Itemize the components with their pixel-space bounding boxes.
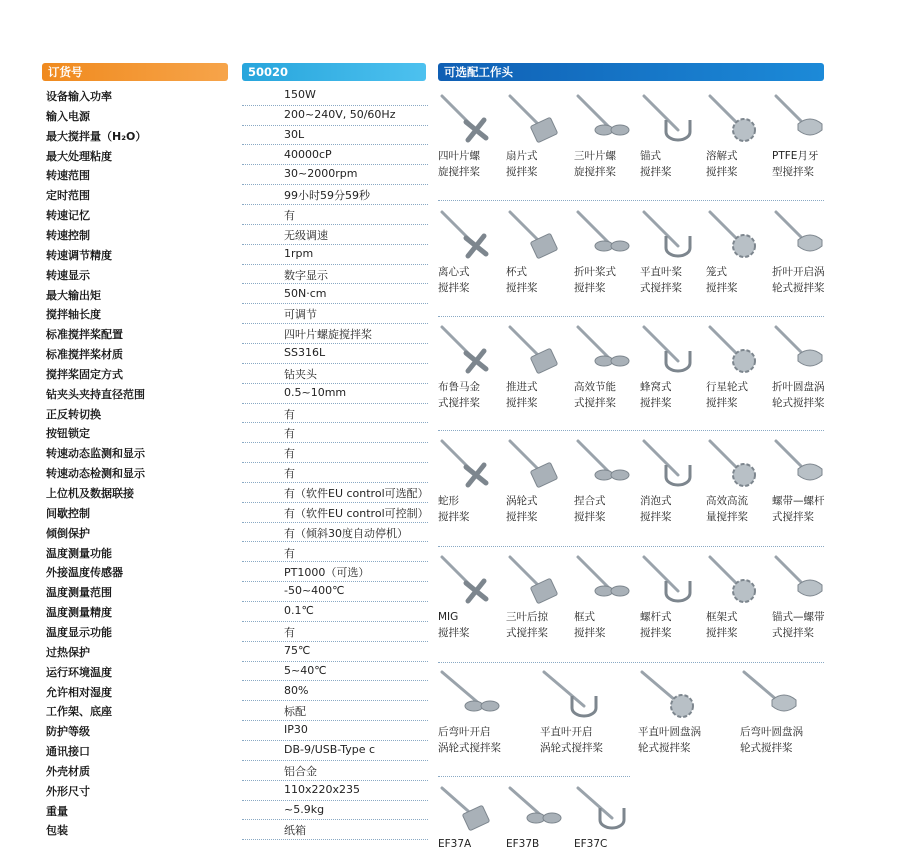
spec-label: 最大输出矩 bbox=[46, 288, 101, 302]
high-efficiency-icon bbox=[574, 323, 640, 379]
spec-value: 数字显示 bbox=[284, 268, 328, 282]
cup-icon bbox=[506, 208, 572, 264]
spec-row bbox=[42, 106, 428, 126]
spec-row bbox=[42, 761, 428, 781]
tool-row-divider bbox=[438, 662, 824, 663]
tool-card bbox=[706, 208, 772, 296]
tool-name-line2: 搅拌桨 bbox=[506, 166, 538, 178]
spec-value: DB-9/USB-Type c bbox=[284, 743, 376, 757]
tool-name-line2: 搅拌桨 bbox=[438, 511, 470, 523]
spec-label: 温度测量精度 bbox=[46, 606, 112, 620]
spec-label: 转速记忆 bbox=[46, 209, 90, 223]
tool-name-line1: 消泡式 bbox=[640, 495, 672, 507]
spec-value: -50~400℃ bbox=[284, 584, 345, 598]
tool-name-line2: 轮式搅拌桨 bbox=[772, 397, 825, 409]
spec-row bbox=[42, 602, 428, 622]
tool-card bbox=[574, 92, 640, 180]
serpentine-icon bbox=[438, 437, 504, 493]
dissolver-disc-icon bbox=[706, 92, 772, 148]
spec-row bbox=[42, 642, 428, 662]
spec-row bbox=[42, 820, 428, 840]
spec-row bbox=[42, 721, 428, 741]
spec-value: 钻夹头 bbox=[284, 367, 317, 381]
tool-card bbox=[506, 784, 572, 852]
spec-value: 99小时59分59秒 bbox=[284, 189, 370, 203]
tool-card bbox=[574, 323, 640, 411]
spec-label: 正反转切换 bbox=[46, 407, 101, 421]
spec-label: 输入电源 bbox=[46, 109, 90, 123]
tool-card bbox=[772, 437, 838, 525]
spec-value: 200~240V, 50/60Hz bbox=[284, 107, 396, 121]
tool-name-line2: 搅拌桨 bbox=[506, 511, 538, 523]
spec-row bbox=[42, 285, 428, 305]
spec-label: 转速调节精度 bbox=[46, 248, 112, 262]
spec-row bbox=[42, 543, 428, 563]
spec-label: 搅拌桨固定方式 bbox=[46, 367, 123, 381]
tool-card bbox=[706, 92, 772, 180]
model-header: 50020 bbox=[242, 63, 426, 81]
row-divider bbox=[242, 839, 428, 840]
tool-card bbox=[438, 437, 504, 525]
spec-label: 标准搅拌桨配置 bbox=[46, 328, 123, 342]
spec-label: 按钮锁定 bbox=[46, 427, 90, 441]
spec-label: 转速范围 bbox=[46, 169, 90, 183]
spec-row bbox=[42, 304, 428, 324]
tool-name-line1: 蛇形 bbox=[438, 495, 459, 507]
tool-name-line1: 行星轮式 bbox=[706, 381, 748, 393]
ef37c-head-icon bbox=[574, 784, 640, 836]
spec-row bbox=[42, 384, 428, 404]
tool-name-line1: 折叶开启涡 bbox=[772, 266, 825, 278]
three-blade-propeller-icon bbox=[574, 92, 640, 148]
centrifugal-icon bbox=[438, 208, 504, 264]
spec-value: 有（倾斜30度自动停机） bbox=[284, 526, 408, 540]
tool-name-line2: 搅拌桨 bbox=[640, 166, 672, 178]
tool-name-line2: 搅拌桨 bbox=[574, 511, 606, 523]
spec-row bbox=[42, 86, 428, 106]
spec-value: 50N·cm bbox=[284, 286, 327, 300]
tool-name-line1: EF37C bbox=[574, 838, 608, 850]
spec-label: 温度测量功能 bbox=[46, 546, 112, 560]
spec-label: 标准搅拌桨材质 bbox=[46, 348, 123, 362]
spec-row bbox=[42, 781, 428, 801]
tool-name-line2: 搅拌桨 bbox=[438, 282, 470, 294]
tool-name-line2: 轮式搅拌桨 bbox=[772, 282, 825, 294]
spec-value: ~5.9kg bbox=[284, 802, 325, 816]
tool-name-line2: 搅拌桨 bbox=[506, 282, 538, 294]
tool-name-line2: 搅拌桨 bbox=[706, 627, 738, 639]
spec-value: SS316L bbox=[284, 346, 326, 360]
spec-row bbox=[42, 146, 428, 166]
ptfe-crescent-icon bbox=[772, 92, 838, 148]
tool-card bbox=[772, 208, 838, 296]
turbine-icon bbox=[506, 437, 572, 493]
tool-card bbox=[438, 323, 504, 411]
spec-label: 定时范围 bbox=[46, 189, 90, 203]
tool-name-line2: 搅拌桨 bbox=[574, 627, 606, 639]
spec-value: 0.5~10mm bbox=[284, 385, 347, 399]
tool-name-line1: 锚式—螺带 bbox=[772, 611, 825, 623]
tool-row-divider bbox=[438, 316, 824, 317]
planetary-icon bbox=[706, 323, 772, 379]
tool-row-divider bbox=[438, 546, 824, 547]
spec-label: 过热保护 bbox=[46, 645, 90, 659]
tool-card bbox=[506, 92, 572, 180]
spec-row bbox=[42, 523, 428, 543]
spec-row bbox=[42, 682, 428, 702]
tool-card bbox=[706, 437, 772, 525]
spec-value: 150W bbox=[284, 88, 316, 101]
spec-label: 通讯接口 bbox=[46, 745, 90, 759]
spec-label: 钻夹头夹持直径范围 bbox=[46, 387, 145, 401]
tool-name-line2: 式搅拌桨 bbox=[506, 627, 548, 639]
pitched-disc-turbine-icon bbox=[772, 323, 838, 379]
order-no-header: 订货号 bbox=[42, 63, 228, 81]
tool-name-line1: 锚式 bbox=[640, 150, 661, 162]
tool-name-line1: 杯式 bbox=[506, 266, 527, 278]
spec-row bbox=[42, 463, 428, 483]
tool-name-line1: 笼式 bbox=[706, 266, 727, 278]
defoaming-icon bbox=[640, 437, 706, 493]
backward-curved-disc-turbine-icon bbox=[740, 668, 836, 724]
tool-name-line2: 搅拌桨 bbox=[706, 397, 738, 409]
tool-name-line2: 量搅拌桨 bbox=[706, 511, 748, 523]
tool-name-line1: 高效高流 bbox=[706, 495, 748, 507]
spec-label: 转速控制 bbox=[46, 228, 90, 242]
tool-card bbox=[772, 323, 838, 411]
tool-name-line1: PTFE月牙 bbox=[772, 150, 819, 162]
spec-row bbox=[42, 503, 428, 523]
frame-icon bbox=[574, 553, 640, 609]
mig-icon bbox=[438, 553, 504, 609]
tool-card bbox=[772, 553, 838, 641]
tool-name-line1: 四叶片螺 bbox=[438, 150, 480, 162]
tool-card bbox=[640, 208, 706, 296]
tool-card bbox=[638, 668, 734, 756]
spec-label: 间歇控制 bbox=[46, 506, 90, 520]
honeycomb-icon bbox=[640, 323, 706, 379]
spec-row bbox=[42, 662, 428, 682]
spec-label: 转速动态检测和显示 bbox=[46, 467, 145, 481]
spec-label: 重量 bbox=[46, 804, 68, 818]
spec-value: PT1000（可选） bbox=[284, 566, 370, 580]
tool-name-line1: 扇片式 bbox=[506, 150, 538, 162]
tool-name-line1: 高效节能 bbox=[574, 381, 616, 393]
propulsion-icon bbox=[506, 323, 572, 379]
spec-value: 有 bbox=[284, 427, 295, 441]
tool-name-line2: 式搅拌桨 bbox=[640, 282, 682, 294]
spec-label: 搅拌轴长度 bbox=[46, 308, 101, 322]
spec-row bbox=[42, 701, 428, 721]
spec-row bbox=[42, 324, 428, 344]
spec-value: 纸箱 bbox=[284, 824, 306, 838]
tool-card bbox=[640, 323, 706, 411]
spec-label: 转速显示 bbox=[46, 268, 90, 282]
ef37a-head-icon bbox=[438, 784, 504, 836]
straight-open-turbine-icon bbox=[540, 668, 636, 724]
tool-name-line1: 捏合式 bbox=[574, 495, 606, 507]
spec-value: 1rpm bbox=[284, 246, 314, 260]
tool-name-line1: 推进式 bbox=[506, 381, 538, 393]
backward-curved-open-turbine-icon bbox=[438, 668, 534, 724]
spec-row bbox=[42, 483, 428, 503]
spec-value: 0.1℃ bbox=[284, 604, 314, 618]
tool-card bbox=[438, 553, 504, 641]
ef37b-head-icon bbox=[506, 784, 572, 836]
swept-back-icon bbox=[506, 553, 572, 609]
spec-row bbox=[42, 582, 428, 602]
tool-name-line1: 螺带—螺杆 bbox=[772, 495, 825, 507]
straight-disc-turbine-icon bbox=[638, 668, 734, 724]
tool-name-line2: 旋搅拌桨 bbox=[574, 166, 616, 178]
spec-row bbox=[42, 185, 428, 205]
spec-value: 有 bbox=[284, 447, 295, 461]
spec-label: 包装 bbox=[46, 824, 68, 838]
spec-row bbox=[42, 801, 428, 821]
tool-card bbox=[506, 208, 572, 296]
spec-value: IP30 bbox=[284, 723, 308, 737]
tool-card bbox=[574, 208, 640, 296]
spec-label: 设备输入功率 bbox=[46, 90, 112, 103]
spec-label: 倾倒保护 bbox=[46, 526, 90, 540]
tool-row-divider bbox=[438, 200, 824, 201]
tool-card bbox=[706, 553, 772, 641]
spec-label: 外接温度传感器 bbox=[46, 566, 123, 580]
tool-name-line2: 式搅拌桨 bbox=[772, 511, 814, 523]
high-flow-icon bbox=[706, 437, 772, 493]
spec-row bbox=[42, 423, 428, 443]
tool-card bbox=[438, 784, 504, 852]
tool-name-line2: 搅拌桨 bbox=[706, 282, 738, 294]
tool-name-line1: 三叶后掠 bbox=[506, 611, 548, 623]
optional-heads-header: 可选配工作头 bbox=[438, 63, 824, 81]
tool-card bbox=[540, 668, 636, 756]
tool-card bbox=[574, 553, 640, 641]
tool-name-line1: 折叶圆盘涡 bbox=[772, 381, 825, 393]
tool-row-divider bbox=[438, 430, 824, 431]
brumagin-icon bbox=[438, 323, 504, 379]
tool-card bbox=[438, 668, 534, 756]
spec-label: 工作架、底座 bbox=[46, 705, 112, 719]
tool-card bbox=[640, 437, 706, 525]
tool-name-line1: 离心式 bbox=[438, 266, 470, 278]
spec-value: 有 bbox=[284, 625, 295, 639]
tool-name-line1: 后弯叶开启 bbox=[438, 726, 491, 738]
tool-name-line1: EF37B bbox=[506, 838, 540, 850]
spec-row bbox=[42, 245, 428, 265]
spec-label: 外壳材质 bbox=[46, 764, 90, 778]
spec-row bbox=[42, 741, 428, 761]
spec-row bbox=[42, 165, 428, 185]
spec-value: 有 bbox=[284, 209, 295, 223]
spec-label: 防护等级 bbox=[46, 725, 90, 739]
spec-value: 30~2000rpm bbox=[284, 167, 358, 181]
tool-name-line1: 平直叶圆盘涡 bbox=[638, 726, 701, 738]
spec-label: 上位机及数据联接 bbox=[46, 487, 134, 500]
tool-card bbox=[706, 323, 772, 411]
spec-value: 四叶片螺旋搅拌桨 bbox=[284, 328, 372, 342]
anchor-ribbon-icon bbox=[772, 553, 838, 609]
spec-label: 最大处理粘度 bbox=[46, 149, 112, 163]
spec-value: 可调节 bbox=[284, 308, 317, 322]
tool-card bbox=[506, 437, 572, 525]
spec-value: 无级调速 bbox=[284, 228, 328, 242]
tool-name-line2: 涡轮式搅拌桨 bbox=[540, 742, 603, 754]
tool-name-line1: 溶解式 bbox=[706, 150, 738, 162]
spec-value: 80% bbox=[284, 683, 309, 697]
tool-name-line1: 平直叶桨 bbox=[640, 266, 682, 278]
flat-blade-icon bbox=[640, 208, 706, 264]
tool-name-line2: 轮式搅拌桨 bbox=[740, 742, 793, 754]
spec-value: 有（软件EU control可控制） bbox=[284, 506, 429, 520]
spec-label: 运行环境温度 bbox=[46, 665, 112, 679]
tool-name-line1: 螺杆式 bbox=[640, 611, 672, 623]
tool-name-line2: 旋搅拌桨 bbox=[438, 166, 480, 178]
spec-row bbox=[42, 364, 428, 384]
spec-value: 110x220x235 bbox=[284, 782, 361, 796]
tool-card bbox=[438, 208, 504, 296]
tool-name-line1: 布鲁马金 bbox=[438, 381, 480, 393]
spec-row bbox=[42, 443, 428, 463]
spec-row bbox=[42, 126, 428, 146]
tool-name-line2: 式搅拌桨 bbox=[574, 397, 616, 409]
tool-name-line2: 搅拌桨 bbox=[640, 511, 672, 523]
spec-label: 最大搅拌量（H₂O） bbox=[46, 129, 147, 143]
tool-name-line1: 蜂窝式 bbox=[640, 381, 672, 393]
tool-card bbox=[640, 553, 706, 641]
tool-row-divider bbox=[438, 776, 630, 777]
tool-name-line1: 平直叶开启 bbox=[540, 726, 593, 738]
spec-value: 30L bbox=[284, 127, 305, 141]
tool-name-line2: 搅拌桨 bbox=[706, 166, 738, 178]
tool-name-line1: 折叶桨式 bbox=[574, 266, 616, 278]
pitched-blade-icon bbox=[574, 208, 640, 264]
tool-card bbox=[438, 92, 504, 180]
spec-label: 转速动态监测和显示 bbox=[46, 447, 145, 461]
spec-label: 温度显示功能 bbox=[46, 625, 112, 639]
tool-name-line2: 搅拌桨 bbox=[640, 627, 672, 639]
tool-name-line2: 搅拌桨 bbox=[438, 627, 470, 639]
tool-name-line1: 涡轮式 bbox=[506, 495, 538, 507]
spec-value: 铝合金 bbox=[284, 764, 317, 778]
tool-card bbox=[506, 323, 572, 411]
four-blade-propeller-icon bbox=[438, 92, 504, 148]
tool-name-line2: 轮式搅拌桨 bbox=[638, 742, 691, 754]
tool-card bbox=[574, 437, 640, 525]
spec-row bbox=[42, 622, 428, 642]
spec-row bbox=[42, 344, 428, 364]
anchor-icon bbox=[640, 92, 706, 148]
tool-card bbox=[506, 553, 572, 641]
kneading-icon bbox=[574, 437, 640, 493]
tool-name-line2: 涡轮式搅拌桨 bbox=[438, 742, 501, 754]
spec-row bbox=[42, 205, 428, 225]
spec-label: 温度测量范围 bbox=[46, 586, 112, 600]
tool-name-line2: 搅拌桨 bbox=[506, 397, 538, 409]
spec-label: 外形尺寸 bbox=[46, 784, 90, 798]
tool-card bbox=[640, 92, 706, 180]
ribbon-screw-icon bbox=[772, 437, 838, 493]
tool-name-line2: 式搅拌桨 bbox=[438, 397, 480, 409]
spec-row bbox=[42, 265, 428, 285]
tool-name-line2: 型搅拌桨 bbox=[772, 166, 814, 178]
spec-value: 有 bbox=[284, 407, 295, 421]
tool-name-line1: EF37A bbox=[438, 838, 472, 850]
screw-icon bbox=[640, 553, 706, 609]
tool-name-line1: 后弯叶圆盘涡 bbox=[740, 726, 803, 738]
spec-value: 5~40℃ bbox=[284, 663, 327, 677]
framework-icon bbox=[706, 553, 772, 609]
tool-card bbox=[574, 784, 640, 852]
spec-label: 允许相对湿度 bbox=[46, 685, 112, 699]
tool-name-line2: 式搅拌桨 bbox=[772, 627, 814, 639]
cage-icon bbox=[706, 208, 772, 264]
tool-name-line1: 框式 bbox=[574, 611, 595, 623]
open-pitched-turbine-icon bbox=[772, 208, 838, 264]
tool-name-line1: MIG bbox=[438, 611, 459, 623]
spec-row bbox=[42, 562, 428, 582]
spec-value: 40000cP bbox=[284, 147, 332, 161]
spec-value: 标配 bbox=[284, 705, 306, 719]
spec-value: 有（软件EU control可选配） bbox=[284, 487, 429, 500]
spec-row bbox=[42, 404, 428, 424]
spec-value: 有 bbox=[284, 467, 295, 481]
tool-name-line1: 三叶片螺 bbox=[574, 150, 616, 162]
tool-name-line2: 搅拌桨 bbox=[640, 397, 672, 409]
tool-name-line1: 框架式 bbox=[706, 611, 738, 623]
fan-blade-icon bbox=[506, 92, 572, 148]
spec-value: 有 bbox=[284, 546, 295, 560]
tool-card bbox=[740, 668, 836, 756]
tool-card bbox=[772, 92, 838, 180]
spec-row bbox=[42, 225, 428, 245]
tool-name-line2: 搅拌桨 bbox=[574, 282, 606, 294]
spec-value: 75℃ bbox=[284, 643, 311, 657]
